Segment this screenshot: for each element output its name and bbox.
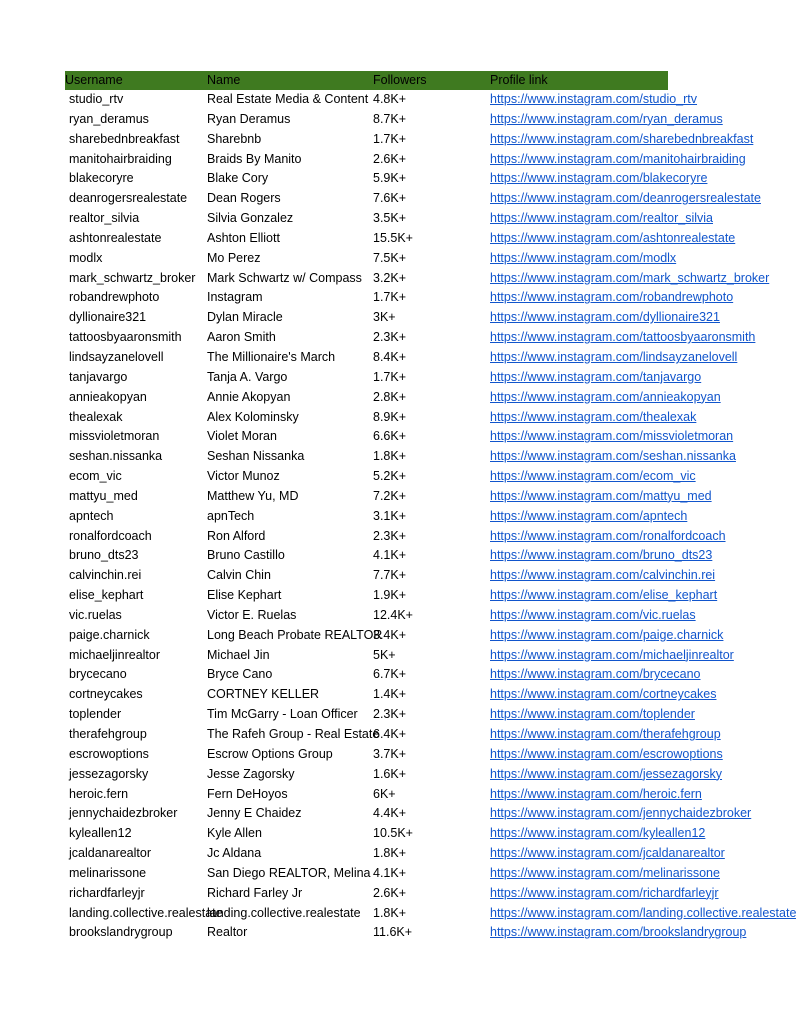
name-cell: Dylan Miracle	[207, 310, 283, 325]
table-row	[65, 408, 697, 428]
followers-cell: 11.6K+	[373, 925, 413, 940]
profile-link[interactable]: https://www.instagram.com/deanrogersrealestate	[490, 191, 761, 206]
profile-link[interactable]: https://www.instagram.com/jennychaidezbroker	[490, 806, 752, 821]
followers-cell: 1.9K+	[373, 588, 407, 603]
profile-link[interactable]: https://www.instagram.com/vic.ruelas	[490, 607, 696, 622]
profile-link[interactable]: https://www.instagram.com/thealexak	[490, 409, 697, 424]
name-cell: Richard Farley Jr	[207, 885, 303, 900]
table-body	[65, 90, 796, 943]
username-cell: brycecano	[69, 667, 127, 682]
table-row	[65, 665, 701, 685]
profile-link[interactable]: https://www.instagram.com/elise_kephart	[490, 588, 718, 603]
profile-link[interactable]: https://www.instagram.com/tanjavargo	[490, 369, 702, 384]
username-cell: thealexak	[69, 409, 123, 424]
profile-link[interactable]: https://www.instagram.com/tattoosbyaaronsmith	[490, 330, 756, 345]
username-cell: ashtonrealestate	[69, 230, 162, 245]
username-cell: vic.ruelas	[69, 607, 122, 622]
table-row	[65, 646, 734, 666]
table-row	[65, 388, 721, 408]
profile-link[interactable]: https://www.instagram.com/dyllionaire321	[490, 310, 720, 325]
username-cell: mark_schwartz_broker	[69, 270, 196, 285]
followers-cell: 2.3K+	[373, 707, 407, 722]
table-row	[65, 626, 724, 646]
table-row	[65, 884, 719, 904]
profile-link[interactable]: https://www.instagram.com/therafehgroup	[490, 727, 721, 741]
followers-cell: 1.7K+	[373, 131, 407, 146]
name-cell: Escrow Options Group	[207, 746, 333, 761]
username-cell: blakecoryre	[69, 171, 134, 186]
username-cell: bruno_dts23	[69, 548, 139, 563]
followers-cell: 3.7K+	[373, 746, 407, 761]
username-cell: studio_rtv	[69, 92, 124, 106]
table-row	[65, 685, 717, 705]
name-cell: Jesse Zagorsky	[207, 766, 295, 781]
table-row	[65, 586, 718, 606]
name-cell: Victor E. Ruelas	[207, 607, 297, 622]
name-cell: Ashton Elliott	[207, 230, 280, 245]
table-row	[65, 447, 736, 467]
header-followers: Followers	[373, 73, 427, 87]
followers-cell: 1.4K+	[373, 687, 407, 702]
spreadsheet-table	[65, 71, 796, 943]
profile-link[interactable]: https://www.instagram.com/richardfarleyjr	[490, 885, 719, 900]
followers-cell: 2.6K+	[373, 151, 407, 166]
followers-cell: 1.8K+	[373, 846, 407, 861]
followers-cell: 7.6K+	[373, 191, 407, 206]
profile-link[interactable]: https://www.instagram.com/brookslandrygroup	[490, 925, 747, 940]
username-cell: cortneycakes	[69, 687, 143, 702]
followers-cell: 4.1K+	[373, 548, 407, 563]
followers-cell: 7.2K+	[373, 488, 407, 503]
name-cell: Bruno Castillo	[207, 548, 285, 563]
followers-cell: 3.2K+	[373, 270, 407, 285]
followers-cell: 6K+	[373, 786, 396, 801]
name-cell: Aaron Smith	[207, 330, 276, 345]
profile-link[interactable]: https://www.instagram.com/studio_rtv	[490, 92, 698, 106]
followers-cell: 5K+	[373, 647, 396, 662]
followers-cell: 15.5K+	[373, 230, 413, 245]
followers-cell: 6.6K+	[373, 429, 407, 444]
followers-cell: 1.6K+	[373, 766, 407, 781]
table-row	[65, 705, 695, 725]
name-cell: Silvia Gonzalez	[207, 211, 294, 226]
name-cell: Seshan Nissanka	[207, 449, 305, 464]
table-row	[65, 368, 702, 388]
name-cell: Instagram	[207, 290, 263, 305]
username-cell: calvinchin.rei	[69, 568, 142, 583]
profile-link[interactable]: https://www.instagram.com/manitohairbraiding	[490, 151, 746, 166]
table-row	[65, 348, 738, 368]
followers-cell: 3.4K+	[373, 627, 407, 642]
followers-cell: 4.1K+	[373, 865, 407, 880]
name-cell: Mo Perez	[207, 250, 261, 265]
followers-cell: 6.4K+	[373, 727, 407, 741]
profile-link[interactable]: https://www.instagram.com/modlx	[490, 250, 677, 265]
profile-link[interactable]: https://www.instagram.com/mark_schwartz_broker	[490, 270, 770, 285]
username-cell: realtor_silvia	[69, 211, 140, 226]
username-cell: ronalfordcoach	[69, 528, 152, 543]
name-cell: Victor Munoz	[207, 469, 280, 484]
profile-link[interactable]: https://www.instagram.com/ronalfordcoach	[490, 528, 726, 543]
followers-cell: 1.8K+	[373, 905, 407, 920]
profile-link[interactable]: https://www.instagram.com/toplender	[490, 707, 695, 722]
name-cell: Annie Akopyan	[207, 389, 291, 404]
username-cell: therafehgroup	[69, 727, 147, 741]
username-cell: elise_kephart	[69, 588, 144, 603]
username-cell: ryan_deramus	[69, 111, 149, 126]
table-row	[65, 269, 770, 289]
name-cell: Fern DeHoyos	[207, 786, 288, 801]
table-row	[65, 487, 712, 507]
table-row	[65, 209, 713, 229]
username-cell: jennychaidezbroker	[69, 806, 178, 821]
username-cell: kyleallen12	[69, 826, 132, 841]
name-cell: Ron Alford	[207, 528, 266, 543]
table-row	[65, 824, 706, 844]
username-cell: seshan.nissanka	[69, 449, 163, 464]
profile-link[interactable]: https://www.instagram.com/michaeljinrealtor	[490, 647, 734, 662]
name-cell: Tim McGarry - Loan Officer	[207, 707, 358, 722]
followers-cell: 8.9K+	[373, 409, 407, 424]
followers-cell: 8.4K+	[373, 349, 407, 364]
name-cell: landing.collective.realestate	[207, 905, 361, 920]
profile-link[interactable]: https://www.instagram.com/lindsayzanelovell	[490, 349, 738, 364]
followers-cell: 2.3K+	[373, 528, 407, 543]
username-cell: melinarissone	[69, 865, 147, 880]
name-cell: The Millionaire's March	[207, 349, 336, 364]
header-name: Name	[207, 73, 241, 87]
table-row	[65, 150, 746, 170]
profile-link[interactable]: https://www.instagram.com/mattyu_med	[490, 488, 712, 503]
table-row	[65, 130, 754, 150]
username-cell: lindsayzanelovell	[69, 349, 164, 364]
username-cell: michaeljinrealtor	[69, 647, 161, 662]
profile-link[interactable]: https://www.instagram.com/escrowoptions	[490, 746, 723, 761]
name-cell: CORTNEY KELLER	[207, 687, 320, 702]
followers-cell: 5.9K+	[373, 171, 407, 186]
followers-cell: 12.4K+	[373, 607, 413, 622]
username-cell: brookslandrygroup	[69, 925, 173, 940]
profile-link[interactable]: https://www.instagram.com/missvioletmoran	[490, 429, 734, 444]
profile-link[interactable]: https://www.instagram.com/calvinchin.rei	[490, 568, 716, 583]
profile-link[interactable]: https://www.instagram.com/jessezagorsky	[490, 766, 723, 781]
name-cell: Ryan Deramus	[207, 111, 291, 126]
name-cell: Bryce Cano	[207, 667, 273, 682]
username-cell: tanjavargo	[69, 369, 128, 384]
table-row	[65, 527, 726, 547]
table-row	[65, 328, 756, 348]
profile-link[interactable]: https://www.instagram.com/paige.charnick	[490, 627, 724, 642]
table-row	[65, 725, 721, 745]
profile-link[interactable]: https://www.instagram.com/blakecoryre	[490, 171, 708, 186]
profile-link[interactable]: https://www.instagram.com/ryan_deramus	[490, 111, 723, 126]
username-cell: jcaldanarealtor	[69, 846, 151, 861]
username-cell: sharebednbreakfast	[69, 131, 180, 146]
profile-link[interactable]: https://www.instagram.com/ashtonrealestate	[490, 230, 736, 245]
table-row	[65, 606, 696, 626]
profile-link[interactable]: https://www.instagram.com/annieakopyan	[490, 389, 721, 404]
profile-link[interactable]: https://www.instagram.com/heroic.fern	[490, 786, 702, 801]
table-row	[65, 90, 698, 110]
profile-link[interactable]: https://www.instagram.com/landing.collective.realestate	[490, 905, 796, 920]
name-cell: Jenny E Chaidez	[207, 806, 302, 821]
name-cell: Braids By Manito	[207, 151, 302, 166]
table-row	[65, 765, 723, 785]
profile-link[interactable]: https://www.instagram.com/cortneycakes	[490, 687, 717, 702]
name-cell: Elise Kephart	[207, 588, 282, 603]
table-row	[65, 229, 736, 249]
username-cell: paige.charnick	[69, 627, 150, 642]
name-cell: Tanja A. Vargo	[207, 369, 288, 384]
name-cell: Violet Moran	[207, 429, 277, 444]
name-cell: Sharebnb	[207, 131, 262, 146]
username-cell: heroic.fern	[69, 786, 129, 801]
username-cell: toplender	[69, 707, 122, 722]
name-cell: Jc Aldana	[207, 846, 262, 861]
name-cell: Matthew Yu, MD	[207, 488, 299, 503]
followers-cell: 1.8K+	[373, 449, 407, 464]
table-row	[65, 785, 702, 805]
header-username: Username	[65, 73, 123, 87]
table-row	[65, 804, 752, 824]
username-cell: missvioletmoran	[69, 429, 160, 444]
name-cell: Real Estate Media & Content	[207, 92, 369, 106]
followers-cell: 6.7K+	[373, 667, 407, 682]
table-row	[65, 308, 720, 328]
table-row	[65, 189, 761, 209]
name-cell: Michael Jin	[207, 647, 270, 662]
profile-link[interactable]: https://www.instagram.com/brycecano	[490, 667, 701, 682]
username-cell: deanrogersrealestate	[69, 191, 188, 206]
profile-link[interactable]: https://www.instagram.com/robandrewphoto	[490, 290, 734, 305]
table-row	[65, 288, 734, 308]
name-cell: Realtor	[207, 925, 248, 940]
header-row	[65, 71, 668, 90]
profile-link[interactable]: https://www.instagram.com/realtor_silvia	[490, 211, 713, 226]
followers-cell: 2.8K+	[373, 389, 407, 404]
followers-cell: 7.7K+	[373, 568, 407, 583]
followers-cell: 4.8K+	[373, 92, 407, 106]
username-cell: escrowoptions	[69, 746, 149, 761]
profile-link[interactable]: https://www.instagram.com/melinarissone	[490, 865, 720, 880]
name-cell: San Diego REALTOR, Melina	[207, 865, 371, 880]
name-cell: Blake Cory	[207, 171, 269, 186]
followers-cell: 3K+	[373, 310, 396, 325]
username-cell: modlx	[69, 250, 103, 265]
username-cell: mattyu_med	[69, 488, 138, 503]
name-cell: apnTech	[207, 508, 255, 523]
name-cell: Kyle Allen	[207, 826, 262, 841]
followers-cell: 3.5K+	[373, 211, 407, 226]
username-cell: dyllionaire321	[69, 310, 147, 325]
username-cell: robandrewphoto	[69, 290, 160, 305]
followers-cell: 4.4K+	[373, 806, 407, 821]
table-row	[65, 467, 696, 487]
username-cell: manitohairbraiding	[69, 151, 172, 166]
profile-link[interactable]: https://www.instagram.com/sharebednbreakfast	[490, 131, 754, 146]
header-profile-link: Profile link	[490, 73, 548, 87]
profile-link[interactable]: https://www.instagram.com/bruno_dts23	[490, 548, 713, 563]
username-cell: richardfarleyjr	[69, 885, 145, 900]
followers-cell: 10.5K+	[373, 826, 413, 841]
table-row	[65, 923, 747, 943]
followers-cell: 7.5K+	[373, 250, 407, 265]
username-cell: tattoosbyaaronsmith	[69, 330, 182, 345]
name-cell: Alex Kolominsky	[207, 409, 299, 424]
name-cell: Mark Schwartz w/ Compass	[207, 270, 362, 285]
name-cell: Calvin Chin	[207, 568, 271, 583]
profile-link[interactable]: https://www.instagram.com/ecom_vic	[490, 469, 696, 484]
username-cell: annieakopyan	[69, 389, 147, 404]
followers-cell: 5.2K+	[373, 469, 407, 484]
username-cell: apntech	[69, 508, 114, 523]
table-row	[65, 844, 725, 864]
table-row	[65, 110, 723, 130]
profile-link[interactable]: https://www.instagram.com/kyleallen12	[490, 826, 706, 841]
table-row	[65, 507, 688, 527]
followers-cell: 2.3K+	[373, 330, 407, 345]
name-cell: The Rafeh Group - Real Estate	[207, 727, 380, 741]
followers-cell: 3.1K+	[373, 508, 407, 523]
name-cell: Long Beach Probate REALTOR	[207, 627, 383, 642]
table-row	[65, 169, 708, 189]
table-row	[65, 546, 713, 566]
table-row	[65, 745, 723, 765]
table-row	[65, 249, 677, 269]
table-row	[65, 566, 716, 586]
username-cell: ecom_vic	[69, 469, 122, 484]
name-cell: Dean Rogers	[207, 191, 281, 206]
table-row	[65, 904, 796, 924]
followers-cell: 2.6K+	[373, 885, 407, 900]
profile-link[interactable]: https://www.instagram.com/apntech	[490, 508, 688, 523]
table-row	[65, 427, 734, 447]
followers-cell: 8.7K+	[373, 111, 407, 126]
profile-link[interactable]: https://www.instagram.com/jcaldanarealtor	[490, 846, 725, 861]
followers-cell: 1.7K+	[373, 369, 407, 384]
username-cell: jessezagorsky	[69, 766, 149, 781]
username-cell: landing.collective.realestate	[69, 905, 223, 920]
table-row	[65, 864, 720, 884]
profile-link[interactable]: https://www.instagram.com/seshan.nissanka	[490, 449, 736, 464]
followers-cell: 1.7K+	[373, 290, 407, 305]
